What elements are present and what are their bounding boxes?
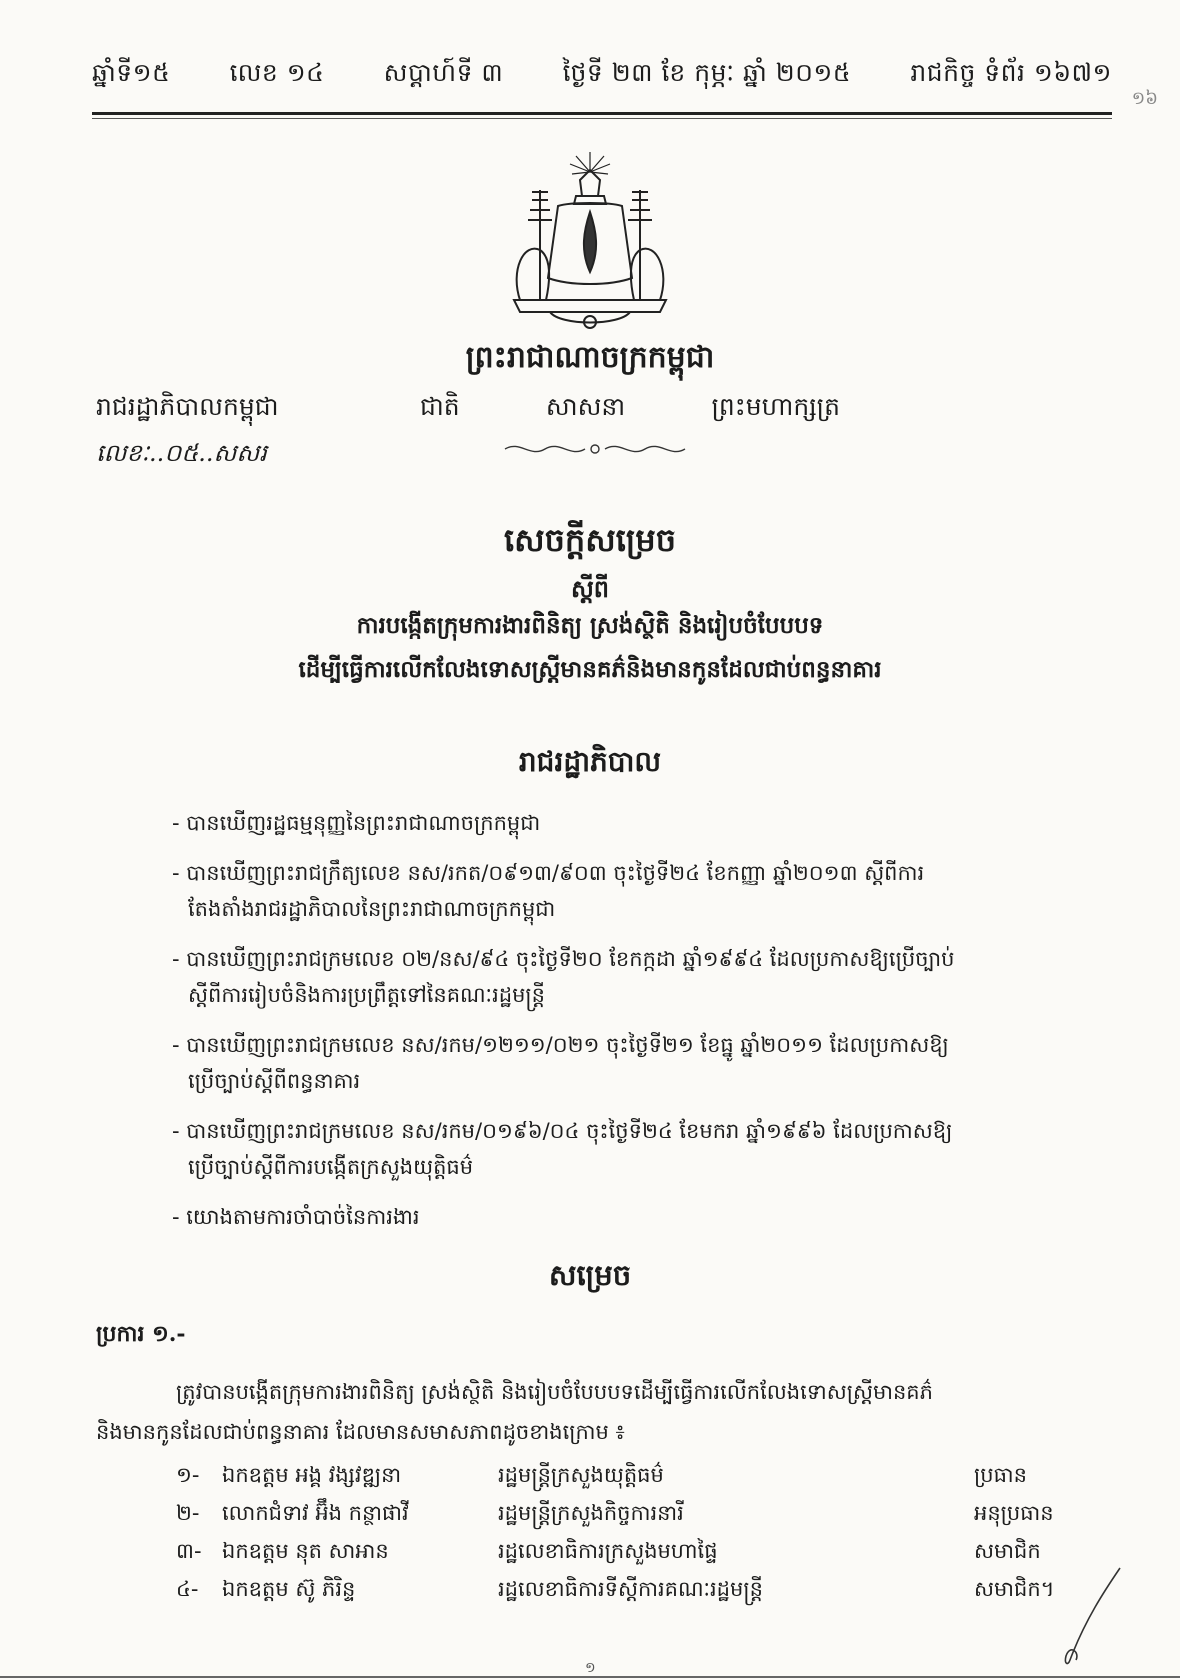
- gazette-header: [92, 58, 1112, 94]
- member-name: លោកជំទាវ អ៊ឹង កន្ថាផាវី: [222, 1500, 409, 1525]
- visa-line-continued: ប្រើច្បាប់ស្តីពីការបង្កើតក្រសួងយុត្តិធម៌: [188, 1155, 474, 1179]
- member-number: ៣-: [176, 1538, 202, 1563]
- visa-item: [172, 805, 1072, 841]
- member-row: [176, 1458, 1056, 1496]
- visa-item: [172, 1113, 1072, 1185]
- article-1-text: [96, 1372, 1096, 1452]
- visa-line: - បានឃើញព្រះរាជក្រមលេខ ០២/នស/៩៤ ចុះថ្ងៃទី២០ ខែកក្កដា ឆ្នាំ១៩៩៤ ដែលប្រកាសឱ្យប្រើច្បាប់: [172, 947, 955, 971]
- header-page: រាជកិច្ច ទំព័រ ១៦៧១: [910, 58, 1112, 87]
- page-corner-number: ១៦: [1131, 88, 1158, 109]
- handwritten-initial-signature: [1050, 1560, 1130, 1670]
- member-role: រដ្ឋមន្ត្រីក្រសួងកិច្ចការនារី: [498, 1500, 684, 1525]
- article-1-label: ប្រការ ១.-: [96, 1321, 186, 1347]
- visa-line: - បានឃើញព្រះរាជក្រមលេខ នស/រកម/១២១១/០២១ ចុះថ្ងៃទី២១ ខែធ្នូ ឆ្នាំ២០១១ ដែលប្រកាសឱ្យ: [172, 1033, 949, 1057]
- title-subject-line-1: ការបង្កើតក្រុមការងារពិនិត្យ ស្រង់ស្ថិតិ និងរៀបចំបែបបទ: [356, 612, 824, 639]
- kingdom-name: ព្រះរាជាណាចក្រកម្ពុជា: [465, 340, 715, 375]
- members-list: [176, 1458, 1056, 1610]
- page-number: ១: [585, 1660, 596, 1676]
- article-text-line: ត្រូវបានបង្កើតក្រុមការងារពិនិត្យ ស្រង់ស្ថិតិ និងរៀបចំបែបបទដើម្បីធ្វើការលើកលែងទោសស្ត្រីមានគភ៌: [176, 1380, 933, 1404]
- motto-religion: សាសនា: [545, 392, 626, 421]
- member-role: រដ្ឋលេខាធិការក្រសួងមហាផ្ទៃ: [498, 1538, 718, 1563]
- visa-item: [172, 1199, 1072, 1235]
- visa-line: - បានឃើញព្រះរាជក្រមលេខ នស/រកម/០១៩៦/០៤ ចុះថ្ងៃទី២៤ ខែមករា ឆ្នាំ១៩៩៦ ដែលប្រកាសឱ្យ: [172, 1119, 953, 1143]
- header-week: សប្តាហ៍ទី ៣: [383, 58, 504, 87]
- article-text-line: និងមានកូនដែលជាប់ពន្ធនាគារ ដែលមានសមាសភាពដូចខាងក្រោម ៖: [96, 1420, 625, 1444]
- national-motto: [420, 392, 840, 428]
- title-about: ស្តីពី: [570, 574, 610, 603]
- member-name: ឯកឧត្តម នុត សាអាន: [222, 1538, 389, 1563]
- visa-list: [172, 805, 1072, 1249]
- royal-coat-of-arms-icon: [500, 150, 680, 335]
- government-heading: រាជរដ្ឋាភិបាល: [518, 745, 662, 778]
- visa-line: - យោងតាមការចាំបាច់នៃការងារ: [172, 1205, 420, 1229]
- title-subject-line-2: ដើម្បីធ្វើការលើកលែងទោសស្ត្រីមានគភ៌និងមានកូនដែលជាប់ពន្ធនាគារ: [298, 656, 882, 683]
- bottom-rule: [0, 1676, 1180, 1678]
- reference-number: លេខៈ..០៥..សសរ: [96, 439, 267, 467]
- document-title: សេចក្តីសម្រេច: [503, 521, 677, 559]
- member-row: [176, 1572, 1056, 1610]
- decision-heading: សម្រេច: [548, 1258, 632, 1292]
- visa-item: [172, 1027, 1072, 1099]
- visa-line: - បានឃើញរដ្ឋធម្មនុញ្ញនៃព្រះរាជាណាចក្រកម្ពុជា: [172, 811, 541, 835]
- header-rule: [92, 112, 1112, 115]
- header-date: ថ្ងៃទី ២៣ ខែ កុម្ភៈ ឆ្នាំ ២០១៥: [562, 58, 852, 87]
- issuing-authority: រាជរដ្ឋាភិបាលកម្ពុជា: [96, 392, 279, 421]
- member-position: អនុប្រធាន: [974, 1500, 1054, 1525]
- header-year: ឆ្នាំទី១៥: [92, 58, 171, 87]
- header-rule-thin: [92, 118, 1112, 119]
- member-number: ៤-: [176, 1576, 199, 1601]
- motto-nation: ជាតិ: [420, 392, 460, 421]
- header-issue: លេខ ១៤: [229, 58, 325, 87]
- member-row: [176, 1496, 1056, 1534]
- member-position: សមាជិក: [974, 1538, 1041, 1563]
- member-number: ១-: [176, 1462, 200, 1487]
- member-role: រដ្ឋមន្ត្រីក្រសួងយុត្តិធម៌: [498, 1462, 664, 1487]
- member-position: សមាជិក។: [974, 1576, 1055, 1601]
- member-name: ឯកឧត្តម អង្គ វង្សវឌ្ឍនា: [222, 1462, 402, 1487]
- motto-king: ព្រះមហាក្សត្រ: [711, 392, 840, 421]
- visa-line: - បានឃើញព្រះរាជក្រឹត្យលេខ នស/រកត/០៩១៣/៩០៣ ចុះថ្ងៃទី២៤ ខែកញ្ញា ឆ្នាំ២០១៣ ស្តីពីការ: [172, 861, 925, 885]
- visa-item: [172, 941, 1072, 1013]
- member-name: ឯកឧត្តម ស៊ូ ភិរិន្ទ: [222, 1576, 356, 1601]
- visa-line-continued: តែងតាំងរាជរដ្ឋាភិបាលនៃព្រះរាជាណាចក្រកម្ពុជា: [188, 897, 556, 921]
- visa-item: [172, 855, 1072, 927]
- visa-line-continued: ស្តីពីការរៀបចំនិងការប្រព្រឹត្តទៅនៃគណៈរដ្ឋមន្ត្រី: [188, 983, 545, 1007]
- member-number: ២-: [176, 1500, 200, 1525]
- member-position: ប្រធាន: [974, 1462, 1027, 1487]
- member-role: រដ្ឋលេខាធិការទីស្តីការគណៈរដ្ឋមន្ត្រី: [498, 1576, 763, 1601]
- visa-line-continued: ប្រើច្បាប់ស្តីពីពន្ធនាគារ: [188, 1069, 361, 1093]
- member-row: [176, 1534, 1056, 1572]
- ornament-divider-icon: [500, 440, 690, 458]
